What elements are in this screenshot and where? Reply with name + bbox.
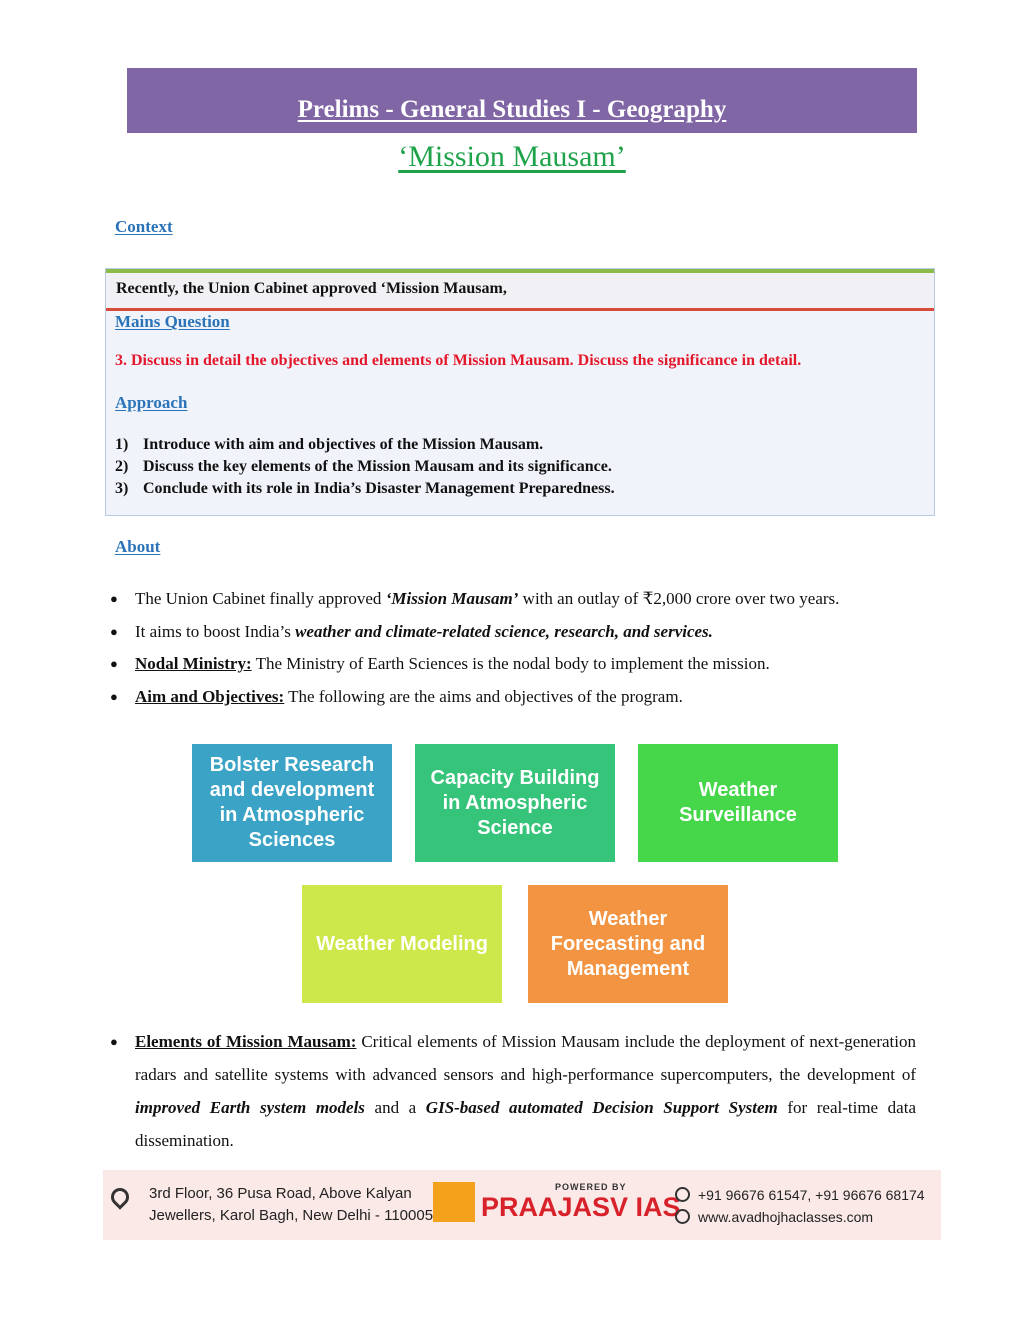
context-text: Recently, the Union Cabinet approved ‘Mission Mausam, bbox=[116, 280, 507, 297]
list-item: ● Aim and Objectives: The following are the aims and objectives of the program. bbox=[110, 686, 916, 708]
mains-question-label: Mains Question bbox=[115, 312, 230, 331]
list-item: ● Nodal Ministry: The Ministry of Earth Sciences is the nodal body to implement the mission. bbox=[110, 653, 916, 675]
objective-tile-modeling: Weather Modeling bbox=[302, 885, 502, 1003]
mains-question: 3. Discuss in detail the objectives and elements of Mission Mausam. Discuss the significance in detail. bbox=[115, 352, 802, 369]
banner-title: Prelims - General Studies I - Geography bbox=[297, 96, 727, 123]
footer-contact: +91 96676 61547, +91 96676 68174 www.avadhojhaclasses.com bbox=[698, 1187, 925, 1225]
elements-paragraph: ● Elements of Mission Mausam: Critical elements of Mission Mausam include the deployment of next-generation radars and satellite systems with advanced sensors and high-performance supercomputers, the development of improved Earth system models and a GIS-based automated Decision Support System for real-time data dissemination. bbox=[110, 1025, 916, 1157]
about-label: About bbox=[115, 537, 161, 556]
context-label: Context bbox=[115, 217, 173, 236]
list-item: ● It aims to boost India’s weather and climate-related science, research, and services. bbox=[110, 621, 916, 643]
objective-tile-capacity: Capacity Building in Atmospheric Science bbox=[415, 744, 615, 862]
about-list bbox=[110, 588, 916, 718]
objective-tile-surveillance: Weather Surveillance bbox=[638, 744, 838, 862]
approach-step: 1) Introduce with aim and objectives of the Mission Mausam. bbox=[115, 436, 544, 453]
footer-address: 3rd Floor, 36 Pusa Road, Above Kalyan Jewellers, Karol Bagh, New Delhi - 110005 bbox=[149, 1185, 434, 1224]
approach-label: Approach bbox=[115, 393, 188, 412]
context-divider bbox=[106, 308, 934, 311]
page-title: ‘Mission Mausam’ bbox=[398, 140, 626, 173]
powered-by-label: POWERED BY bbox=[555, 1182, 627, 1192]
phone-icon bbox=[675, 1187, 690, 1202]
context-strip bbox=[106, 269, 934, 308]
brand-name: PRAAJASV IAS bbox=[481, 1192, 681, 1222]
approach-step: 2) Discuss the key elements of the Mission Mausam and its significance. bbox=[115, 458, 612, 475]
globe-icon bbox=[675, 1209, 690, 1224]
approach-step: 3) Conclude with its role in India’s Disaster Management Preparedness. bbox=[115, 480, 615, 497]
objective-tile-research: Bolster Research and development in Atmospheric Sciences bbox=[192, 744, 392, 862]
approach-steps bbox=[115, 434, 615, 500]
list-item: ● The Union Cabinet finally approved ‘Mission Mausam’ with an outlay of ₹2,000 crore over two years. bbox=[110, 588, 916, 610]
footer-banner bbox=[103, 1170, 941, 1240]
brand-logo-icon bbox=[433, 1182, 475, 1222]
objective-tile-forecasting: Weather Forecasting and Management bbox=[528, 885, 728, 1003]
location-pin-icon bbox=[107, 1184, 132, 1209]
